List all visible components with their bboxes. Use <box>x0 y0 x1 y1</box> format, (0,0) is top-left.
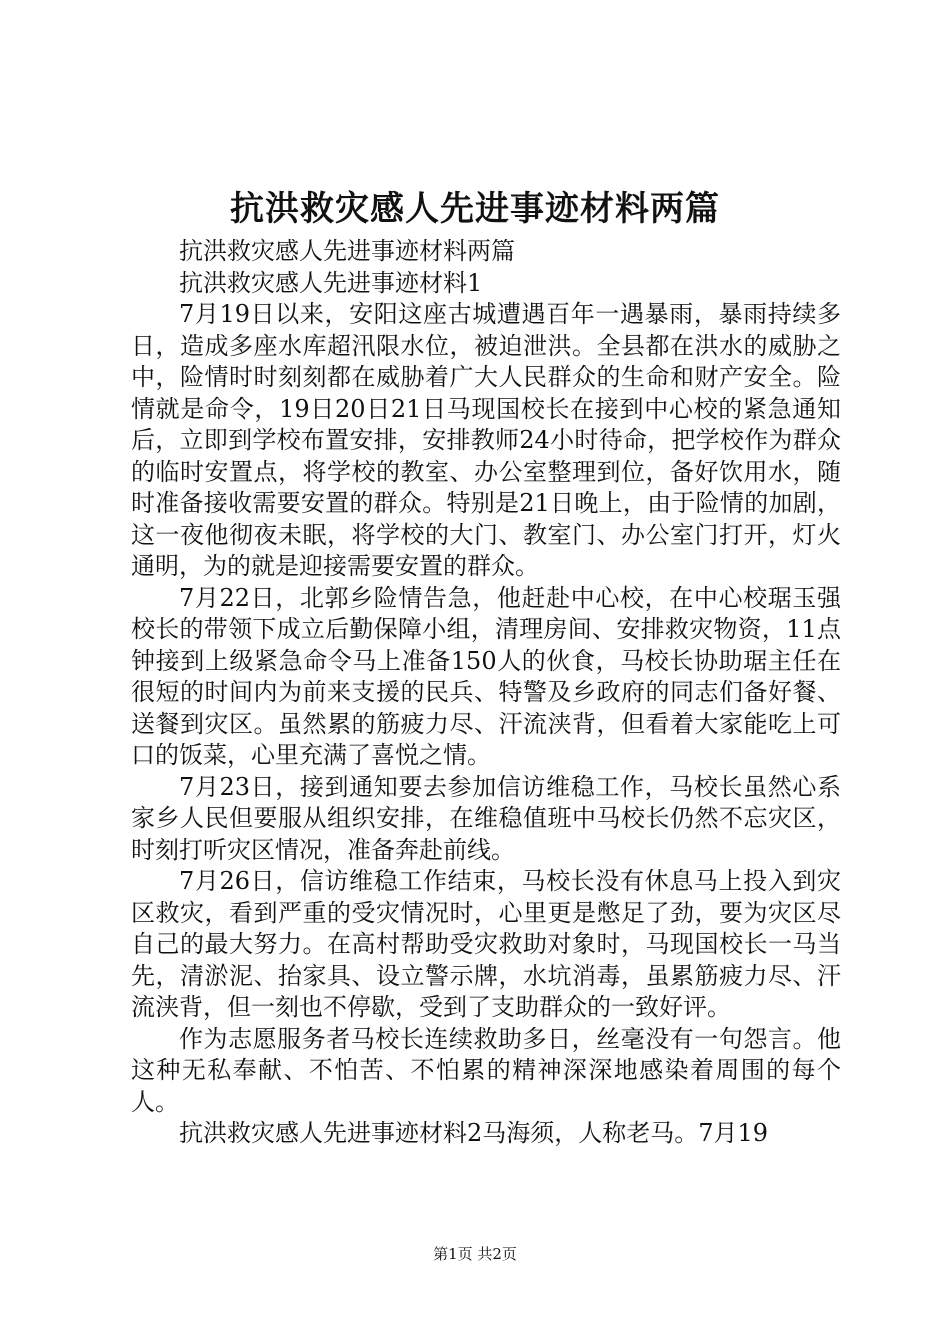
paragraph: 作为志愿服务者马校长连续救助多日，丝毫没有一句怨言。他这种无私奉献、不怕苦、不怕累的精神深深地感染着周围的每个人。 <box>131 1024 841 1116</box>
document-title: 抗洪救灾感人先进事迹材料两篇 <box>230 189 720 229</box>
paragraph-subtitle: 抗洪救灾感人先进事迹材料两篇 <box>179 237 515 265</box>
paragraph: 7月19日以来，安阳这座古城遭遇百年一遇暴雨，暴雨持续多日，造成多座水库超汛限水位，被迫泄洪。全县都在洪水的威胁之中，险情时时刻刻都在威胁着广大人民群众的生命和财产安全。险情就是命令，19日20日21日马现国校长在接到中心校的紧急通知后，立即到学校布置安排，安排教师24小时待命，把学校作为群众的临时安置点，将学校的教室、办公室整理到位，备好饮用水，随时准备接收需要安置的群众。特别是21日晚上，由于险情的加剧，这一夜他彻夜未眠，将学校的大门、教室门、办公室门打开，灯火通明，为的就是迎接需要安置的群众。 <box>131 300 841 580</box>
paragraph: 7月26日，信访维稳工作结束，马校长没有休息马上投入到灾区救灾，看到严重的受灾情况时，心里更是憋足了劲，要为灾区尽自己的最大努力。在高村帮助受灾救助对象时，马现国校长一马当先，清淤泥、抬家具、设立警示牌，水坑消毒，虽累筋疲力尽、汗流浃背，但一刻也不停歇，受到了支助群众的一致好评。 <box>131 867 841 1021</box>
paragraph: 抗洪救灾感人先进事迹材料2马海须，人称老马。7月19 <box>179 1119 769 1147</box>
paragraph: 7月22日，北郭乡险情告急，他赶赴中心校，在中心校琚玉强校长的带领下成立后勤保障小组，清理房间、安排救灾物资，11点钟接到上级紧急命令马上准备150人的伙食，马校长协助琚主任在很短的时间内为前来支援的民兵、特警及乡政府的同志们备好餐、送餐到灾区。虽然累的筋疲力尽、汗流浃背，但看着大家能吃上可口的饭菜，心里充满了喜悦之情。 <box>131 583 841 769</box>
paragraph: 7月23日，接到通知要去参加信访维稳工作，马校长虽然心系家乡人民但要服从组织安排，在维稳值班中马校长仍然不忘灾区，时刻打听灾区情况，准备奔赴前线。 <box>131 772 841 864</box>
paragraph-section-heading: 抗洪救灾感人先进事迹材料1 <box>179 268 483 297</box>
document-body <box>131 236 841 1150</box>
page-number-footer: 第1页 共2页 <box>433 1245 517 1263</box>
